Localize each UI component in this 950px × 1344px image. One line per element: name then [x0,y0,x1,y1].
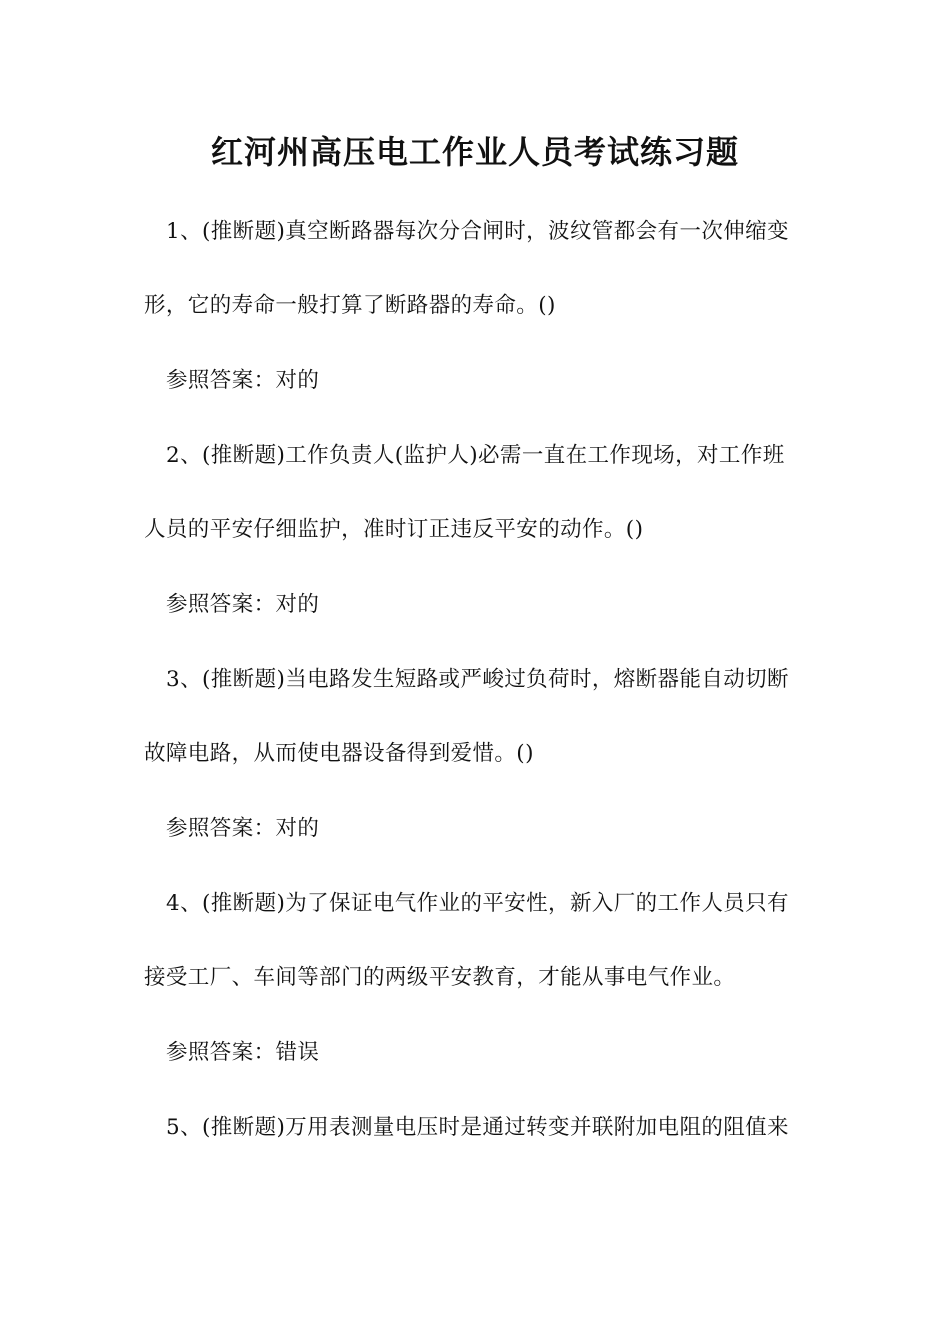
question-3-line-1: 3、(推断题)当电路发生短路或严峻过负荷时，熔断器能自动切断 [166,667,789,692]
question-4-line-1: 4、(推断题)为了保证电气作业的平安性，新入厂的工作人员只有 [166,891,789,916]
document-title: 红河州高压电工作业人员考试练习题 [210,133,739,171]
question-3-answer: 参照答案：对的 [166,816,320,841]
question-1-line-1: 1、(推断题)真空断路器每次分合闸时，波纹管都会有一次伸缩变 [166,219,789,244]
question-1-line-2: 形，它的寿命一般打算了断路器的寿命。() [144,293,556,318]
question-2-line-2: 人员的平安仔细监护，准时订正违反平安的动作。() [144,517,644,542]
question-1-answer: 参照答案：对的 [166,368,320,393]
question-5-line-1: 5、(推断题)万用表测量电压时是通过转变并联附加电阻的阻值来 [166,1115,789,1140]
question-4-answer: 参照答案：错误 [166,1040,320,1065]
question-4-line-2: 接受工厂、车间等部门的两级平安教育，才能从事电气作业。 [144,965,736,990]
question-2-answer: 参照答案：对的 [166,592,320,617]
question-2-line-1: 2、(推断题)工作负责人(监护人)必需一直在工作现场，对工作班 [166,443,785,468]
question-3-line-2: 故障电路，从而使电器设备得到爱惜。() [144,741,534,766]
